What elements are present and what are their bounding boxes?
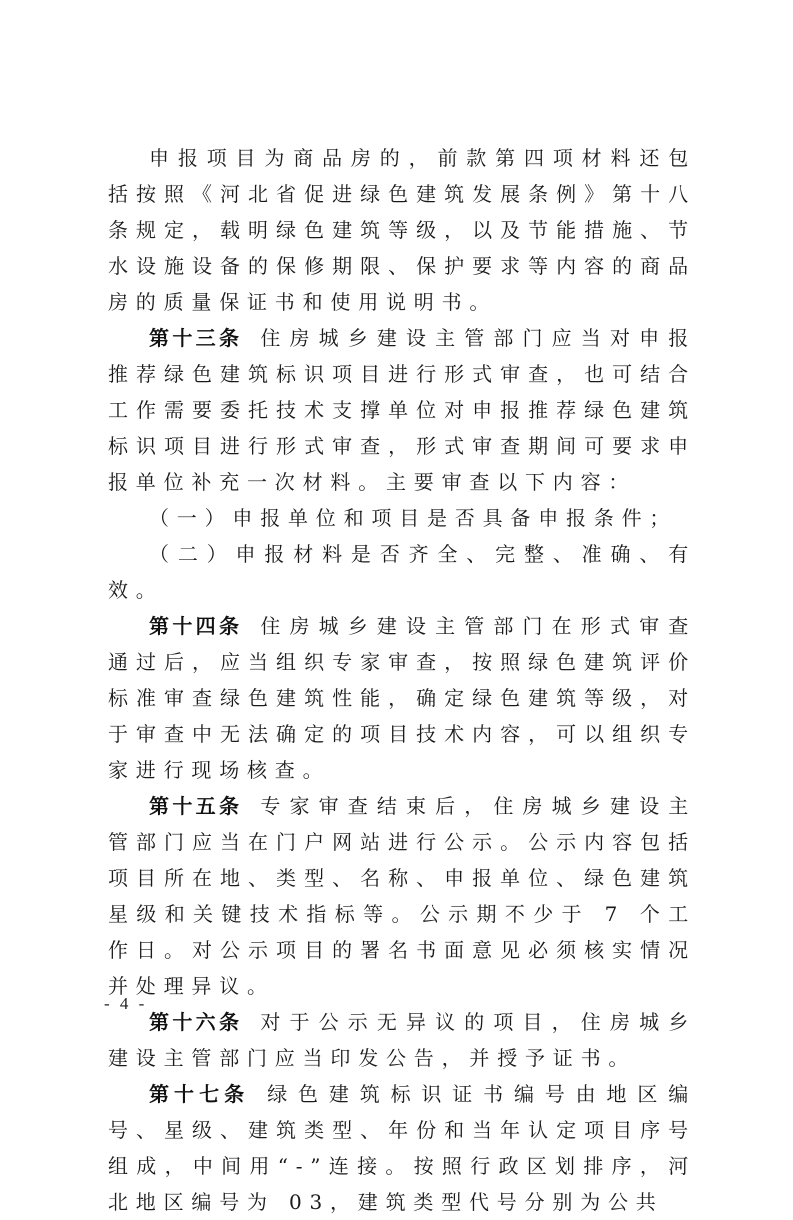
article-title: 第十四条	[149, 614, 243, 638]
article-text: 住房城乡建设主管部门在形式审查通过后，应当组织专家审查，按照绿色建筑评价标准审查绿色建筑性能，确定绿色建筑等级，对于审查中无法确定的项目技术内容，可以组织专家进行现场核查。	[108, 614, 697, 782]
article-title: 第十五条	[149, 794, 243, 818]
article-16	[108, 1004, 696, 1076]
article-text: 对于公示无异议的项目，住房城乡建设主管部门应当印发公告，并授予证书。	[108, 1010, 697, 1070]
article-text: 绿色建筑标识证书编号由地区编号、星级、建筑类型、年份和当年认定项目序号组成，中间用“-”连接。按照行政区划排序，河北地区编号为 03，建筑类型代号分别为公共	[108, 1082, 696, 1214]
article-text: 住房城乡建设主管部门应当对申报推荐绿色建筑标识项目进行形式审查，也可结合工作需要委托技术支撑单位对申报推荐绿色建筑标识项目进行形式审查，形式审查期间可要求申报单位补充一次材料。主要审查以下内容：	[108, 326, 697, 494]
article-title: 第十六条	[149, 1010, 243, 1034]
paragraph-text: 申报项目为商品房的，前款第四项材料还包括按照《河北省促进绿色建筑发展条例》第十八条规定，载明绿色建筑等级，以及节能措施、节水设施设备的保修期限、保护要求等内容的商品房的质量保证书和使用说明书。	[108, 146, 696, 314]
article-14	[108, 608, 696, 788]
paragraph-commercial-housing	[108, 140, 696, 320]
list-item-2	[108, 536, 696, 608]
article-text: 专家审查结束后，住房城乡建设主管部门应当在门户网站进行公示。公示内容包括项目所在地、类型、名称、申报单位、绿色建筑星级和关键技术指标等。公示期不少于 7 个工作日。对公示项目的署名书面意见必须核实情况并处理异议。	[108, 794, 697, 998]
page-number: - 4 -	[104, 994, 148, 1013]
document-body	[108, 140, 696, 1220]
article-17	[108, 1076, 696, 1220]
list-item-text: （一）申报单位和项目是否具备申报条件；	[149, 506, 678, 530]
article-title: 第十三条	[149, 326, 243, 350]
article-13	[108, 320, 696, 500]
article-title: 第十七条	[149, 1082, 250, 1106]
list-item-1	[108, 500, 696, 536]
list-item-text: （二）申报材料是否齐全、完整、准确、有效。	[108, 542, 696, 602]
article-15	[108, 788, 696, 1004]
